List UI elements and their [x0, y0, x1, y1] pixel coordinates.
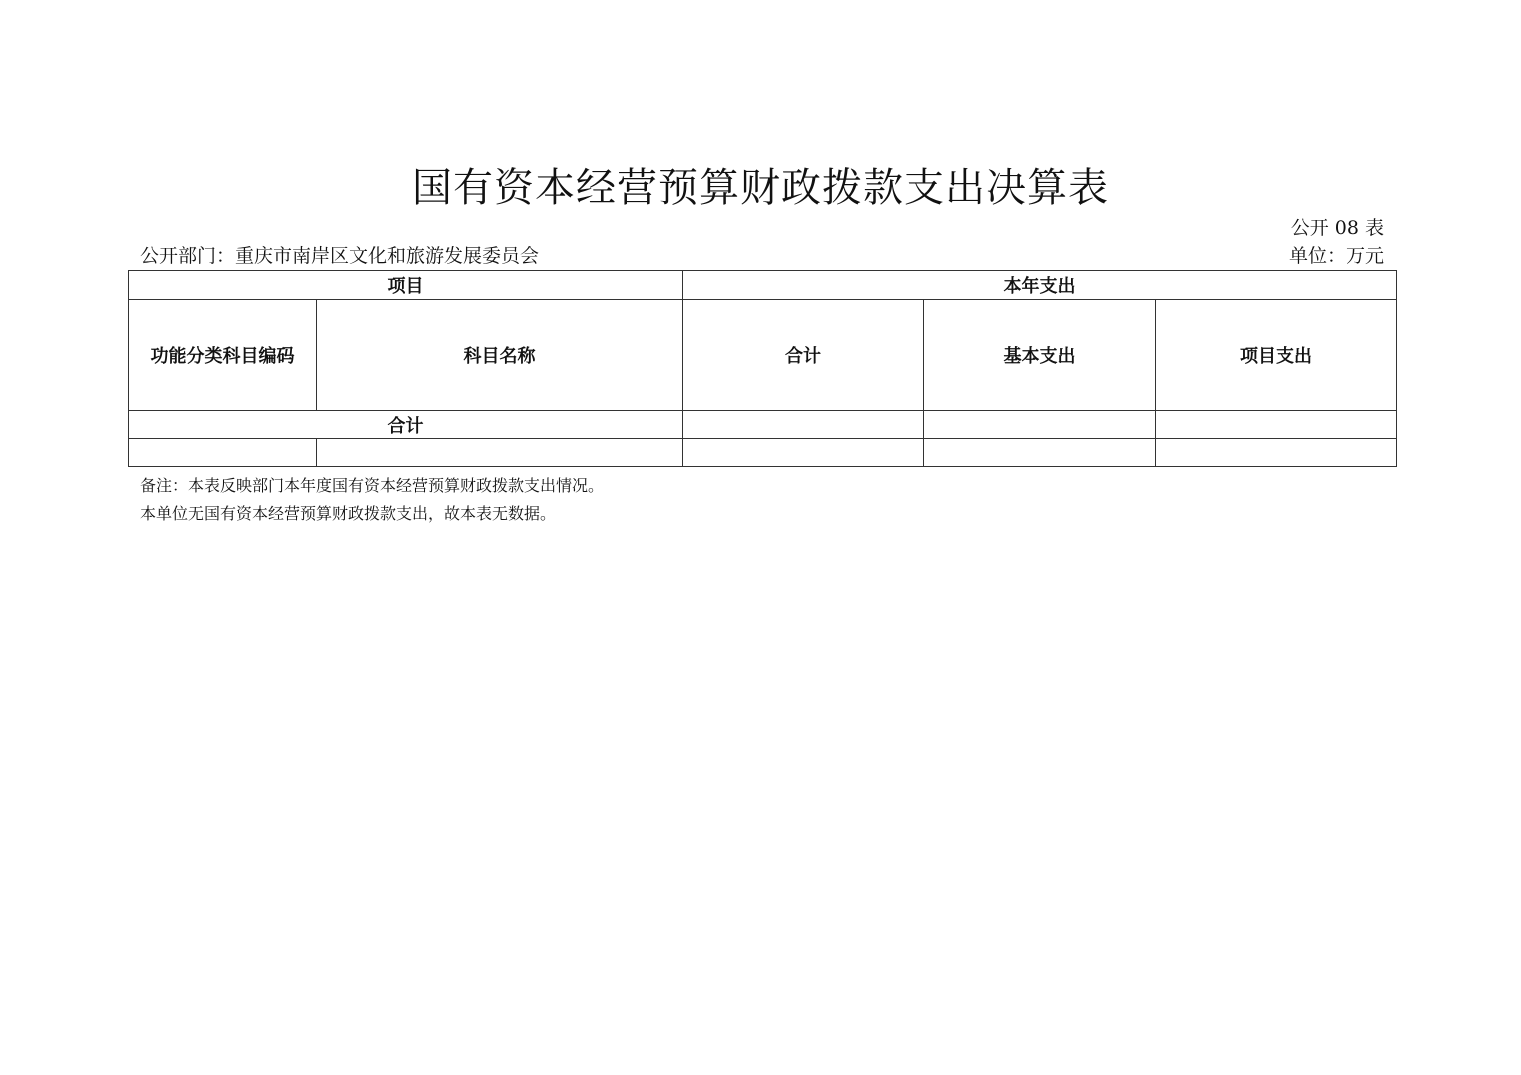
total-total — [683, 411, 924, 439]
row-code — [129, 439, 317, 467]
row-project — [1156, 439, 1397, 467]
row-total — [683, 439, 924, 467]
total-project — [1156, 411, 1397, 439]
department-label: 公开部门：重庆市南岸区文化和旅游发展委员会 — [140, 245, 540, 267]
column-header-row — [129, 300, 1397, 411]
table-row — [129, 439, 1397, 467]
total-row — [129, 411, 1397, 439]
total-basic — [924, 411, 1156, 439]
row-name — [317, 439, 683, 467]
row-basic — [924, 439, 1156, 467]
header-total: 合计 — [683, 300, 924, 411]
group-header-row — [129, 271, 1397, 300]
header-item: 项目 — [129, 271, 683, 300]
header-basic: 基本支出 — [924, 300, 1156, 411]
note-line: 本单位无国有资本经营预算财政拨款支出，故本表无数据。 — [140, 504, 557, 523]
notes — [140, 472, 604, 528]
note-line: 备注：本表反映部门本年度国有资本经营预算财政拨款支出情况。 — [140, 476, 605, 495]
header-project: 项目支出 — [1156, 300, 1397, 411]
total-label: 合计 — [129, 411, 683, 439]
header-name: 科目名称 — [317, 300, 683, 411]
form-number: 公开 08 表 — [1290, 217, 1384, 239]
expenditure-table — [128, 270, 1397, 467]
unit-label: 单位：万元 — [1288, 245, 1384, 267]
header-code: 功能分类科目编码 — [129, 300, 317, 411]
page-title: 国有资本经营预算财政拨款支出决算表 — [412, 165, 1109, 211]
header-current-year: 本年支出 — [683, 271, 1397, 300]
